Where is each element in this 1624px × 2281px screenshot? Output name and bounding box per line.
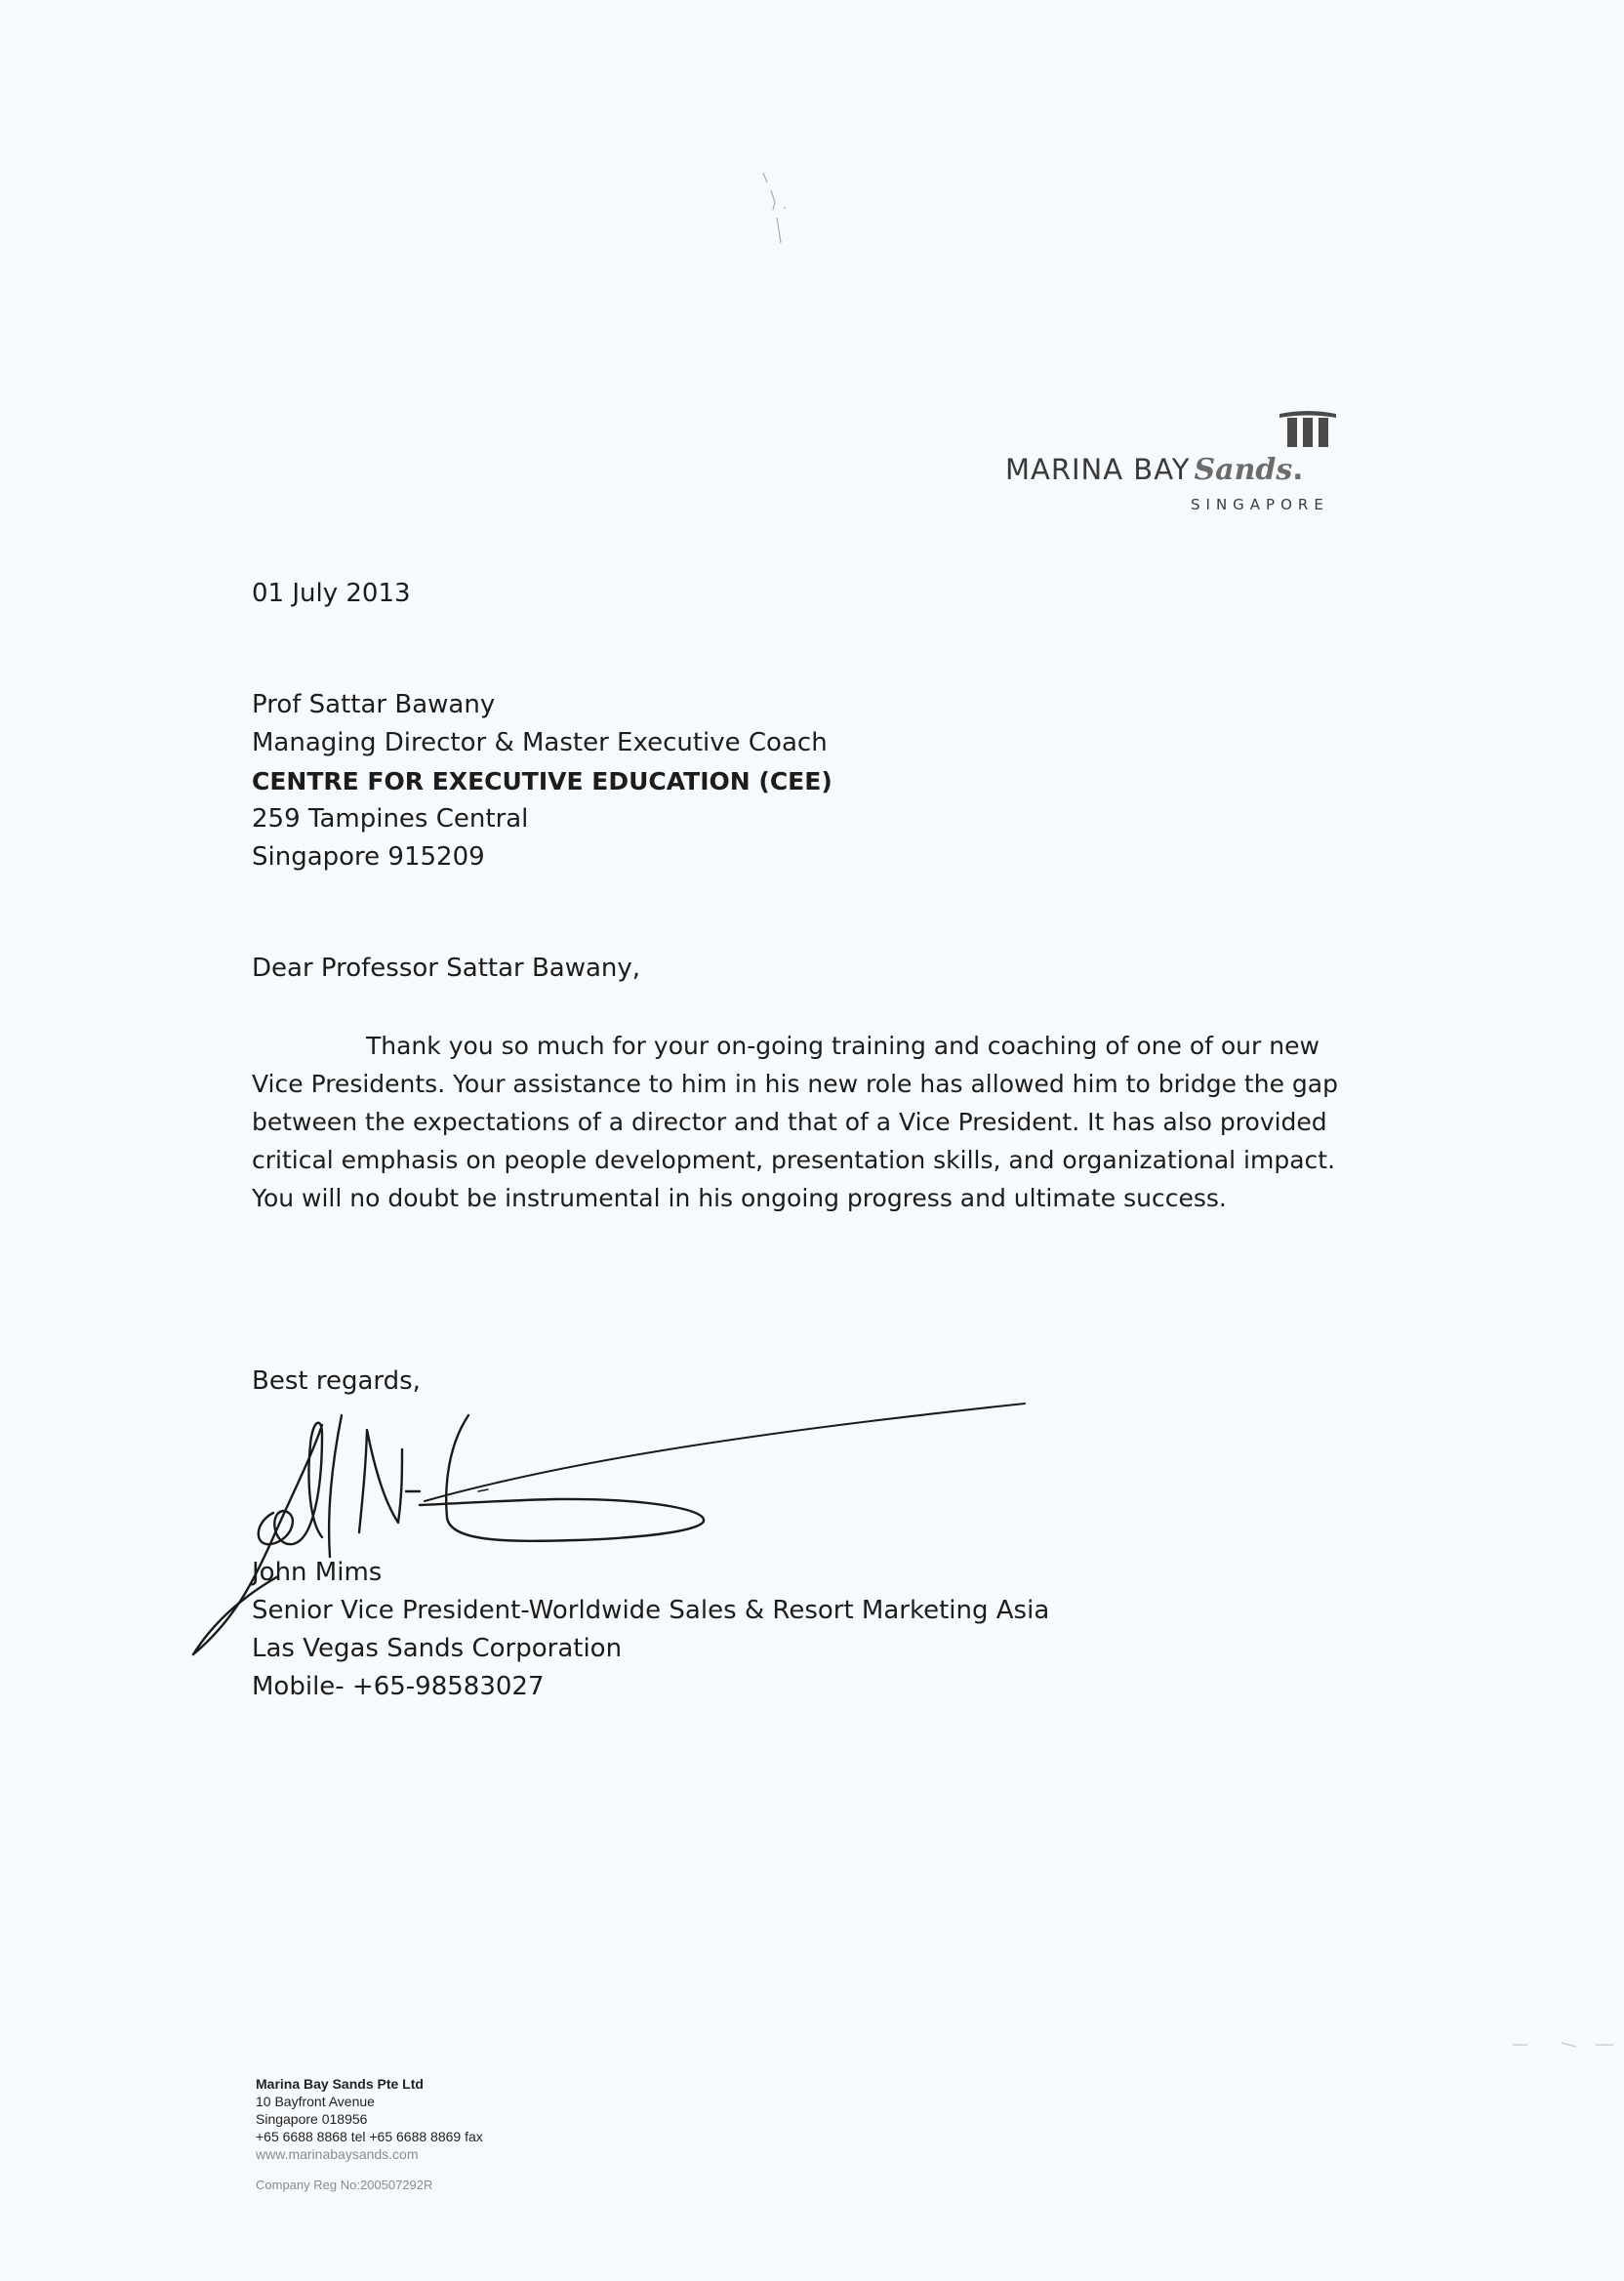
logo-brand-name: Sands (1194, 453, 1293, 487)
footer-address-line: 10 Bayfront Avenue (256, 2094, 375, 2109)
letterhead-footer (256, 2075, 483, 2194)
body-line: critical emphasis on people development, presentation skills, and organizational impact. (252, 1146, 1336, 1174)
marina-bay-sands-logo (995, 410, 1386, 517)
signatory-name: John Mims (252, 1558, 383, 1587)
body-line: between the expectations of a director and that of a Vice President. It has also provided (252, 1108, 1327, 1136)
footer-phone: +65 6688 8868 tel +65 6688 8869 fax (256, 2129, 483, 2144)
signatory-company: Las Vegas Sands Corporation (252, 1634, 623, 1663)
scan-speck (751, 161, 810, 259)
signatory-mobile: Mobile- +65-98583027 (252, 1672, 545, 1701)
letter-date: 01 July 2013 (252, 579, 411, 608)
closing: Best regards, (252, 1366, 421, 1396)
recipient-title: Managing Director & Master Executive Coach (252, 728, 828, 757)
logo-dot: . (1292, 453, 1305, 486)
logo-singapore: SINGAPORE (1191, 496, 1329, 513)
three-towers-logo-icon (1274, 410, 1342, 449)
footer-company: Marina Bay Sands Pte Ltd (256, 2076, 424, 2092)
recipient-street: 259 Tampines Central (252, 804, 529, 834)
footer-registration: Company Reg No:200507292R (256, 2178, 433, 2192)
recipient-address (252, 686, 832, 876)
recipient-organization: CENTRE FOR EXECUTIVE EDUCATION (CEE) (252, 767, 832, 795)
footer-address-line: Singapore 018956 (256, 2111, 368, 2127)
recipient-name: Prof Sattar Bawany (252, 690, 496, 719)
body-line: You will no doubt be instrumental in his ongoing progress and ultimate success. (252, 1184, 1227, 1212)
recipient-city: Singapore 915209 (252, 842, 485, 872)
letter-body (252, 1027, 1374, 1217)
scan-edge-mark (1508, 2025, 1615, 2064)
logo-wordmark (1005, 453, 1304, 487)
logo-marina-bay: MARINA BAY (1005, 453, 1191, 486)
signatory-block (252, 1554, 1049, 1706)
body-line: Thank you so much for your on-going training and coaching of one of our new (366, 1032, 1320, 1060)
footer-website: www.marinabaysands.com (256, 2146, 419, 2162)
salutation: Dear Professor Sattar Bawany, (252, 954, 641, 983)
signatory-title: Senior Vice President-Worldwide Sales & Resort Marketing Asia (252, 1596, 1050, 1625)
body-line: Vice Presidents. Your assistance to him in his new role has allowed him to bridge the gap (252, 1070, 1338, 1098)
